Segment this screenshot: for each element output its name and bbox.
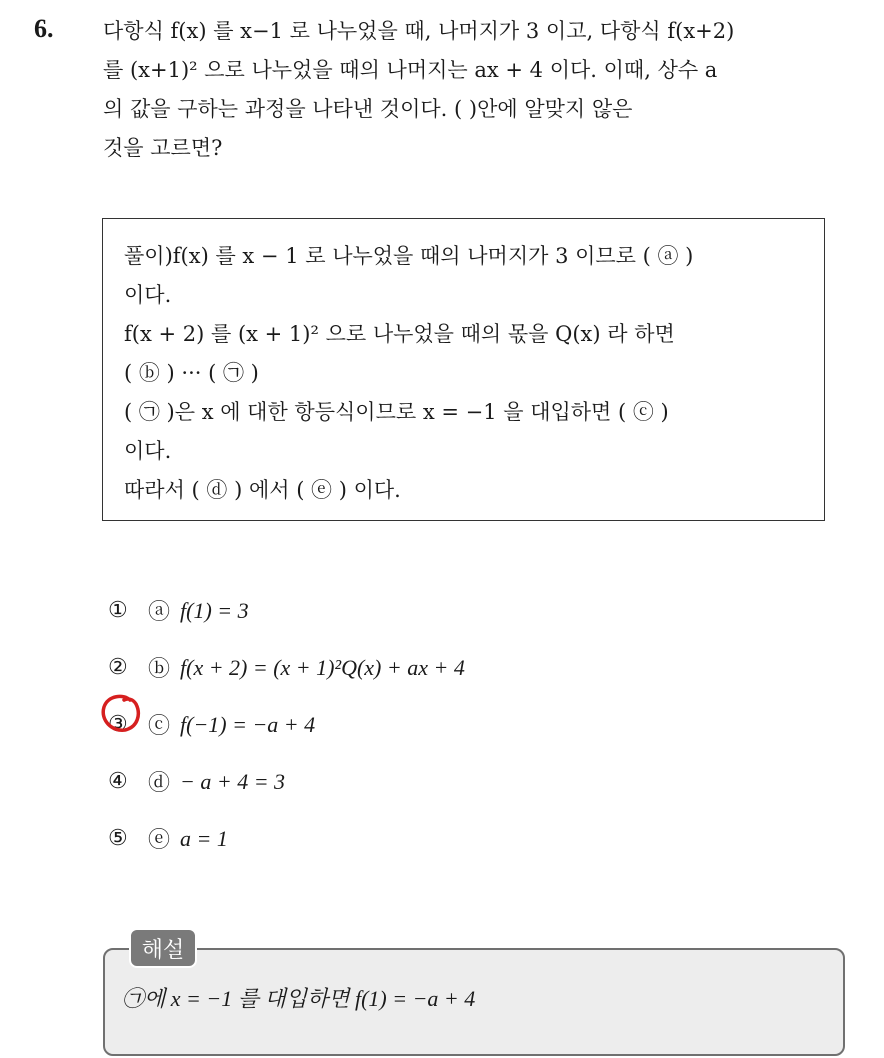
option-number: ④ — [108, 769, 128, 794]
option-expression: − a + 4 = 3 — [180, 768, 286, 794]
option-label: ⓐ — [148, 600, 171, 625]
question-line: 다항식 f(x) 를 x−1 로 나누었을 때, 나머지가 3 이고, 다항식 f(x+2) — [103, 19, 735, 43]
question-number: 6. — [34, 14, 54, 43]
solution-line: 이다. — [124, 283, 172, 307]
solution-line: ( ⓑ ) ··· ( ㉠ ) — [124, 361, 259, 385]
question-text — [103, 12, 861, 168]
option-5[interactable] — [108, 810, 465, 867]
solution-line: 풀이)f(x) 를 x − 1 로 나누었을 때의 나머지가 3 이므로 ( ⓐ ) — [124, 244, 694, 268]
option-label: ⓔ — [148, 828, 171, 853]
question-line: 의 값을 구하는 과정을 나타낸 것이다. ( )안에 알맞지 않은 — [103, 97, 633, 121]
option-number: ⑤ — [108, 826, 128, 851]
option-label: ⓑ — [148, 657, 171, 682]
explanation-text: ㉠에 x = −1 를 대입하면 f(1) = −a + 4 — [122, 986, 476, 1011]
option-2[interactable] — [108, 639, 465, 696]
option-number: ① — [108, 598, 128, 623]
question-line: 를 (x+1)² 으로 나누었을 때의 나머지는 ax + 4 이다. 이때, 상수 a — [103, 58, 718, 82]
option-label: ⓓ — [148, 771, 171, 796]
solution-line: 따라서 ( ⓓ ) 에서 ( ⓔ ) 이다. — [124, 478, 401, 502]
option-expression: a = 1 — [180, 825, 228, 851]
option-1[interactable] — [108, 582, 465, 639]
solution-line: 이다. — [124, 439, 172, 463]
solution-box — [102, 218, 825, 521]
option-expression: f(−1) = −a + 4 — [180, 711, 316, 737]
answer-options — [108, 582, 465, 867]
option-4[interactable] — [108, 753, 465, 810]
option-expression: f(1) = 3 — [180, 597, 249, 623]
answer-circle-mark — [100, 692, 144, 734]
solution-line: f(x + 2) 를 (x + 1)² 으로 나누었을 때의 몫을 Q(x) 라 하면 — [124, 322, 675, 346]
option-number: ② — [108, 655, 128, 680]
option-label: ⓒ — [148, 714, 171, 739]
option-3[interactable] — [108, 696, 465, 753]
solution-line: ( ㉠ )은 x 에 대한 항등식이므로 x = −1 을 대입하면 ( ⓒ ) — [124, 400, 669, 424]
option-number: ③ — [108, 712, 128, 737]
option-expression: f(x + 2) = (x + 1)²Q(x) + ax + 4 — [180, 654, 465, 680]
explanation-tab: 해설 — [129, 928, 197, 968]
question-line: 것을 고르면? — [103, 136, 223, 160]
